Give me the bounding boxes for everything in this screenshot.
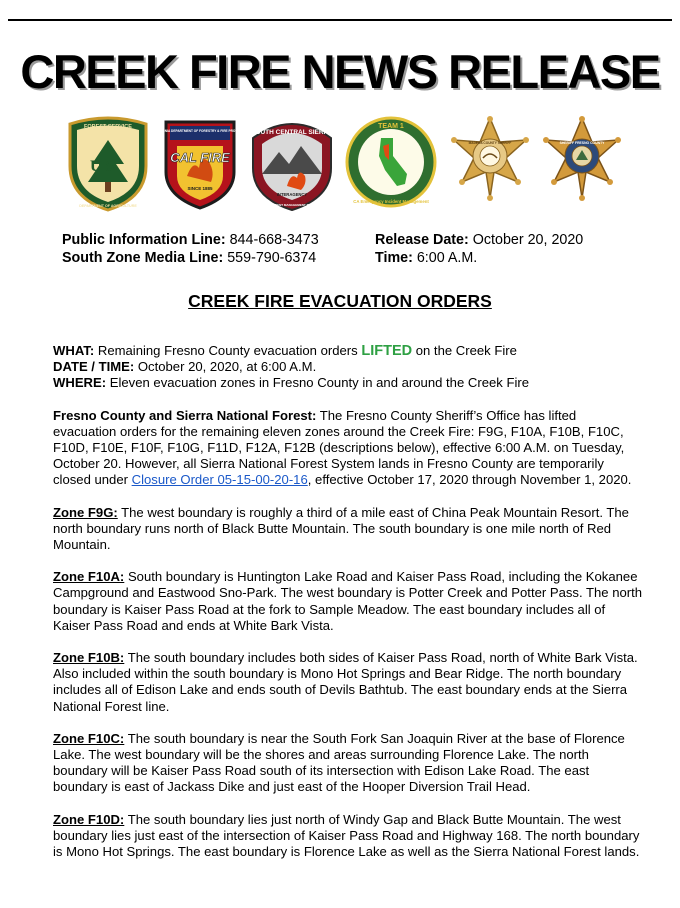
where-line: [53, 375, 643, 391]
zone-f10a: [53, 569, 643, 634]
forest-service-logo: [66, 116, 150, 212]
logo-calfire-text: CAL FIRE: [170, 150, 230, 165]
agency-logos: [0, 116, 680, 216]
media-line-phone: 559-790-6374: [227, 249, 317, 266]
logo-scs-arc: SOUTH CENTRAL SIERRA: [251, 129, 333, 136]
logo-forest-service-label: FOREST SERVICE: [84, 124, 132, 130]
release-date-value: October 20, 2020: [472, 232, 584, 248]
logo-fresno-text: SHERIFF FRESNO COUNTY: [559, 141, 605, 145]
what-text: Remaining Fresno County evacuation orders: [97, 343, 358, 358]
south-central-sierra-logo: [249, 116, 335, 212]
madera-sheriff-star: [448, 116, 532, 206]
logo-calfire-since: SINCE 1885: [187, 186, 213, 191]
what-label: WHAT:: [53, 343, 95, 358]
zone-text: The west boundary is roughly a third of a mile east of China Peak Mountain Resort. The north boundary runs north of Black Butte Mountain. The south boundary is one mile north of Red Mountain.: [53, 504, 629, 553]
zone-text: The south boundary includes both sides of Kaiser Pass Road, north of White Bark Vista. Also included within the south boundary is Mono Hot Springs and Bear Ridge. The north boundary includes all of Edison Lake and ends south of Devils Bathtub. The east boundary ends at the Sierra National Forest line.: [53, 650, 638, 714]
intro-text-after: , effective October 17, 2020 through November 1, 2020.: [307, 472, 632, 488]
fresno-sheriff-star: [540, 116, 624, 206]
where-text: Eleven evacuation zones in Fresno County in and around the Creek Fire: [109, 375, 529, 391]
logo-madera-text: MADERA COUNTY SHERIFF: [468, 141, 512, 145]
logo-scs-interagency: INTERAGENCY: [276, 192, 308, 197]
date-line: [53, 359, 643, 375]
time-label: Time:: [375, 249, 413, 266]
release-info: [375, 232, 583, 267]
closure-order-link[interactable]: Closure Order 05-15-00-20-16: [131, 472, 308, 488]
intro-paragraph: [53, 408, 643, 489]
logo-agriculture-label: DEPARTMENT OF AGRICULTURE: [79, 204, 137, 208]
zone-text: The south boundary is near the South Fork San Joaquin River at the base of Florence Lake. The west boundary will be the shores and areas surrounding Florence Lake. The north boundary will be Kaiser Pass Road south of its intersection with Edison Lake Road. The east boundary is east of Jackass Dike and just east of the Hooper Diversion Trail Head.: [53, 730, 625, 795]
zone-text: The south boundary lies just north of Windy Gap and Black Butte Mountain. The west boundary lies just east of the intersection of Kaiser Pass Road and Highway 168. The north boundary is Mono Hot Springs. The east boundary is Florence Lake as well as the Sierra National Forest lands.: [53, 811, 640, 860]
lifted-status: LIFTED: [361, 343, 413, 359]
team1-logo: [345, 116, 437, 208]
media-line-label: South Zone Media Line:: [62, 249, 224, 266]
intro-text: The Fresno County Sheriff’s Office has lifted evacuation orders for the remaining eleven zones around the Creek Fire: F9G, F10A, F10B, F10C, F10D, F10E, F10F, F10G, F11D, F12A, F12B (descriptions below), effective 6:00 A.M. on Tuesday, October 20. However, all Sierra National Forest System lands in Fresno County are temporarily closed under: [53, 407, 625, 488]
cal-fire-logo: [150, 116, 250, 210]
top-rule: [8, 19, 672, 21]
logo-us-text: U S: [90, 158, 115, 175]
zone-label: Zone F9G:: [53, 504, 118, 520]
logo-team1-ring: CA Emergency Incident Management: [353, 199, 429, 204]
public-info-label: Public Information Line:: [62, 232, 226, 248]
zone-label: Zone F10B:: [53, 650, 125, 666]
time-value: 6:00 A.M.: [416, 249, 478, 266]
zone-f10c: [53, 731, 643, 796]
page-title: CREEK FIRE NEWS RELEASE: [20, 45, 660, 98]
zone-text: South boundary is Huntington Lake Road and Kaiser Pass Road, including the Kokanee Campground and Eastwood Sno-Park. The west boundary is Potter Creek and Potter Pass. The north boundary is Kaiser Pass Road at the fork to Sample Meadow. The east boundary includes all of Kaiser Pass Road and ends at White Bark Vista.: [53, 569, 643, 633]
release-date-label: Release Date:: [375, 232, 469, 248]
zone-f9g: [53, 505, 643, 554]
contact-info: [62, 232, 319, 267]
date-label: DATE / TIME:: [53, 359, 135, 375]
logo-team1-label: TEAM 1: [378, 123, 404, 130]
date-text: October 20, 2020, at 6:00 A.M.: [137, 359, 317, 375]
zone-label: Zone F10D:: [53, 811, 125, 827]
public-info-phone: 844-668-3473: [229, 232, 319, 248]
zone-f10b: [53, 650, 643, 715]
what-suffix: on the Creek Fire: [415, 343, 517, 358]
logo-calfire-dept: CALIFORNIA DEPARTMENT OF FORESTRY & FIRE PROTECTION: [150, 129, 250, 133]
what-line: [53, 343, 643, 359]
zone-f10d: [53, 812, 643, 861]
zone-label: Zone F10A:: [53, 569, 125, 585]
intro-label: Fresno County and Sierra National Forest:: [53, 407, 317, 423]
section-title: CREEK FIRE EVACUATION ORDERS: [188, 291, 492, 311]
release-body: [53, 343, 643, 876]
where-label: WHERE:: [53, 375, 107, 391]
zone-label: Zone F10C:: [53, 730, 125, 746]
logo-scs-team: INCIDENT MANAGEMENT TEAM: [268, 203, 316, 207]
